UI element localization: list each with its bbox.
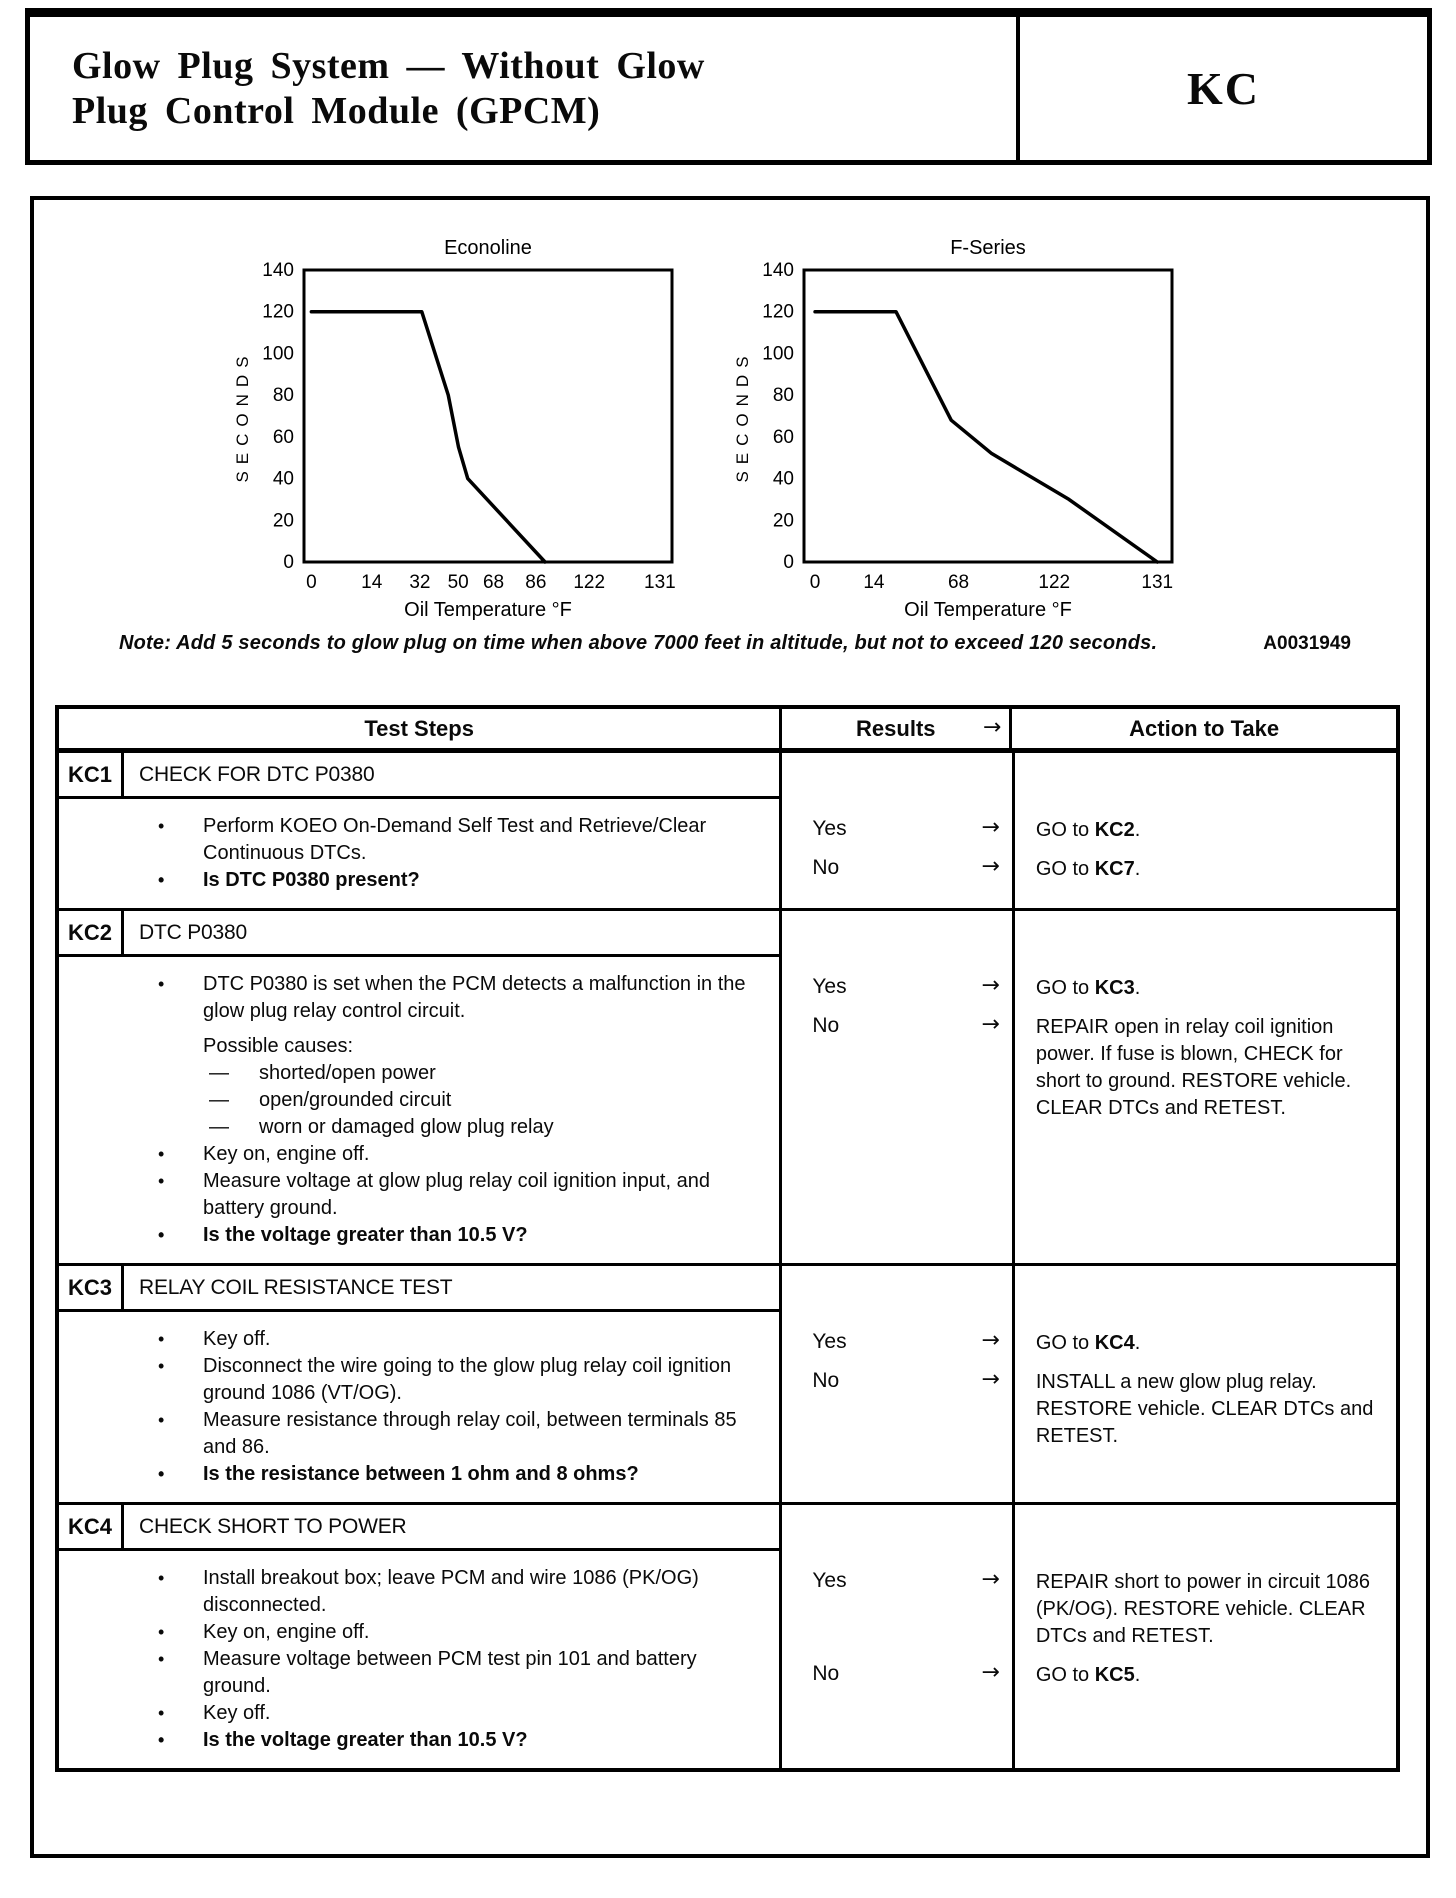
table-header-row bbox=[59, 709, 1396, 753]
x-tick-label: 14 bbox=[863, 572, 885, 593]
step-header-band bbox=[59, 1266, 779, 1312]
action-segment: GO to bbox=[1035, 819, 1095, 841]
arrow-right-icon: → bbox=[982, 714, 1002, 740]
step-instruction bbox=[59, 1353, 751, 1407]
col-header-test-steps: Test Steps bbox=[59, 709, 782, 748]
bullet-icon: • bbox=[158, 1171, 165, 1191]
x-tick-label: 50 bbox=[447, 572, 469, 593]
result-row bbox=[782, 1014, 1396, 1122]
column-divider bbox=[1012, 753, 1015, 908]
x-tick-label: 14 bbox=[361, 572, 383, 593]
column-divider bbox=[1012, 911, 1015, 1263]
bullet-icon: • bbox=[158, 974, 165, 994]
glow-time-curve bbox=[311, 312, 545, 562]
action-segment: GO to bbox=[1035, 1664, 1095, 1686]
y-tick-label: 120 bbox=[262, 301, 294, 323]
step-instruction bbox=[59, 1222, 751, 1249]
test-step-section-kc2 bbox=[59, 908, 1396, 1263]
arrow-right-icon: → bbox=[981, 1567, 1000, 1592]
chart-f-series bbox=[732, 234, 1212, 626]
y-tick-label: 60 bbox=[772, 426, 794, 448]
result-row bbox=[782, 1569, 1396, 1650]
x-tick-label: 68 bbox=[482, 572, 505, 593]
action-text bbox=[1012, 1662, 1396, 1689]
step-text: Measure voltage at glow plug relay coil ignition input, and battery ground. bbox=[203, 1170, 710, 1219]
action-text bbox=[1012, 1369, 1396, 1450]
arrow-right-icon: → bbox=[981, 854, 1000, 879]
result-label: No bbox=[812, 1662, 840, 1685]
bullet-icon: • bbox=[158, 1464, 165, 1484]
step-text: open/grounded circuit bbox=[259, 1089, 452, 1111]
result-label: Yes bbox=[812, 1569, 847, 1592]
chart-econoline bbox=[232, 234, 712, 626]
action-segment: KC3 bbox=[1094, 977, 1135, 999]
step-text: Install breakout box; leave PCM and wire 1086 (PK/OG) disconnected. bbox=[203, 1567, 699, 1616]
y-tick-label: 100 bbox=[762, 343, 794, 365]
results-action-cell bbox=[782, 911, 1396, 1263]
action-text bbox=[1012, 856, 1396, 883]
step-instruction bbox=[59, 1087, 751, 1114]
glow-time-curve bbox=[815, 312, 1157, 562]
charts-row bbox=[34, 200, 1426, 626]
chart-svg bbox=[232, 234, 712, 626]
y-tick-label: 140 bbox=[262, 260, 294, 281]
action-segment: KC7 bbox=[1094, 858, 1135, 880]
action-segment: INSTALL a new glow plug relay. RESTORE vehicle. CLEAR DTCs and RETEST. bbox=[1035, 1371, 1374, 1447]
result-row bbox=[782, 1662, 1396, 1689]
result-cell bbox=[782, 856, 1012, 880]
step-id: KC3 bbox=[59, 1266, 124, 1309]
result-row bbox=[782, 975, 1396, 1002]
step-instruction bbox=[59, 1619, 751, 1646]
test-step-section-kc4 bbox=[59, 1502, 1396, 1768]
step-text: Key on, engine off. bbox=[203, 1143, 370, 1165]
dash-icon: — bbox=[209, 1116, 229, 1138]
pinpoint-table-body bbox=[59, 753, 1396, 1768]
step-title: CHECK SHORT TO POWER bbox=[139, 1514, 407, 1538]
content-frame bbox=[30, 196, 1430, 1858]
dash-icon: — bbox=[209, 1062, 229, 1084]
page-title-line2: Plug Control Module (GPCM) bbox=[72, 89, 601, 132]
result-label: No bbox=[812, 856, 840, 879]
x-tick-label: 131 bbox=[644, 572, 676, 593]
bullet-icon: • bbox=[158, 1568, 165, 1588]
step-text: Disconnect the wire going to the glow plug relay coil ignition ground 1086 (VT/OG). bbox=[203, 1355, 732, 1404]
result-cell bbox=[782, 1569, 1012, 1593]
step-title: CHECK FOR DTC P0380 bbox=[139, 762, 375, 786]
step-header-band bbox=[59, 753, 779, 799]
x-tick-label: 122 bbox=[1038, 572, 1071, 593]
action-segment: KC4 bbox=[1094, 1332, 1135, 1354]
bullet-icon: • bbox=[158, 1730, 165, 1750]
y-tick-label: 140 bbox=[762, 260, 794, 281]
step-text: Is the voltage greater than 10.5 V? bbox=[203, 1224, 528, 1246]
step-text: Is DTC P0380 present? bbox=[203, 869, 420, 891]
bullet-icon: • bbox=[158, 1703, 165, 1723]
figure-code: A0031949 bbox=[1263, 633, 1351, 654]
dash-icon: — bbox=[209, 1089, 229, 1111]
y-tick-label: 0 bbox=[283, 552, 294, 573]
y-tick-label: 120 bbox=[762, 301, 794, 323]
y-tick-label: 80 bbox=[272, 385, 294, 407]
chart-title: Econoline bbox=[444, 237, 532, 259]
step-instructions bbox=[59, 1551, 779, 1768]
step-text: Key off. bbox=[203, 1702, 271, 1724]
arrow-right-icon: → bbox=[981, 815, 1000, 840]
x-axis-label: Oil Temperature °F bbox=[404, 599, 572, 621]
page-title-cell bbox=[30, 17, 1020, 160]
bullet-icon: • bbox=[158, 1144, 165, 1164]
pinpoint-test-table bbox=[55, 705, 1400, 1772]
page-title-line1: Glow Plug System — Without Glow bbox=[72, 44, 705, 87]
results-action-cell bbox=[782, 753, 1396, 908]
step-text: Is the voltage greater than 10.5 V? bbox=[203, 1729, 528, 1751]
bullet-icon: • bbox=[158, 1225, 165, 1245]
bullet-icon: • bbox=[158, 1356, 165, 1376]
results-action-cell bbox=[782, 1266, 1396, 1502]
x-axis-label: Oil Temperature °F bbox=[904, 599, 1072, 621]
step-instruction bbox=[59, 1727, 751, 1754]
y-tick-label: 80 bbox=[772, 385, 794, 407]
action-segment: . bbox=[1134, 1332, 1141, 1354]
arrow-right-icon: → bbox=[981, 1328, 1000, 1353]
action-text bbox=[1012, 1569, 1396, 1650]
result-row bbox=[782, 1369, 1396, 1450]
arrow-right-icon: → bbox=[981, 1367, 1000, 1392]
step-instruction bbox=[59, 1033, 751, 1060]
x-tick-label: 0 bbox=[306, 572, 317, 593]
step-title: RELAY COIL RESISTANCE TEST bbox=[139, 1275, 453, 1299]
altitude-note: Note: Add 5 seconds to glow plug on time when above 7000 feet in altitude, but not to exceed 120 seconds. bbox=[119, 632, 1158, 654]
result-cell bbox=[782, 975, 1012, 999]
action-segment: KC2 bbox=[1094, 819, 1135, 841]
bullet-icon: • bbox=[158, 870, 165, 890]
y-tick-label: 0 bbox=[783, 552, 794, 573]
action-segment: GO to bbox=[1035, 977, 1095, 999]
action-segment: . bbox=[1134, 977, 1141, 999]
section-code: KC bbox=[1187, 63, 1260, 114]
test-steps-cell bbox=[59, 753, 782, 908]
step-instructions bbox=[59, 957, 779, 1263]
result-label: Yes bbox=[812, 975, 847, 998]
x-tick-label: 86 bbox=[525, 572, 547, 593]
step-text: Measure voltage between PCM test pin 101 and battery ground. bbox=[203, 1648, 697, 1697]
y-tick-label: 40 bbox=[272, 468, 294, 490]
bullet-icon: • bbox=[158, 1649, 165, 1669]
note-row bbox=[34, 632, 1426, 655]
step-instruction bbox=[59, 1565, 751, 1619]
chart-svg bbox=[732, 234, 1212, 626]
page-header bbox=[25, 8, 1432, 165]
result-cell bbox=[782, 1369, 1012, 1393]
plot-frame bbox=[804, 270, 1172, 562]
bullet-icon: • bbox=[158, 816, 165, 836]
step-instruction bbox=[59, 1114, 751, 1141]
x-tick-label: 131 bbox=[1141, 572, 1174, 593]
result-row bbox=[782, 817, 1396, 844]
bullet-icon: • bbox=[158, 1329, 165, 1349]
test-steps-cell bbox=[59, 911, 782, 1263]
x-tick-label: 32 bbox=[409, 572, 431, 593]
results-action-cell bbox=[782, 1505, 1396, 1768]
action-segment: KC5 bbox=[1094, 1664, 1135, 1686]
result-label: Yes bbox=[812, 1330, 847, 1353]
arrow-right-icon: → bbox=[981, 973, 1000, 998]
page-title bbox=[72, 44, 705, 134]
action-text bbox=[1012, 975, 1396, 1002]
step-id: KC1 bbox=[59, 753, 124, 796]
action-segment: GO to bbox=[1035, 1332, 1095, 1354]
step-text: Possible causes: bbox=[203, 1035, 354, 1057]
step-text: Is the resistance between 1 ohm and 8 ohms? bbox=[203, 1463, 639, 1485]
arrow-right-icon: → bbox=[981, 1012, 1000, 1037]
x-tick-label: 0 bbox=[809, 572, 821, 593]
result-cell bbox=[782, 817, 1012, 841]
step-instruction bbox=[59, 1141, 751, 1168]
action-text bbox=[1012, 817, 1396, 844]
action-segment: GO to bbox=[1035, 858, 1095, 880]
x-tick-label: 68 bbox=[947, 572, 970, 593]
step-text: worn or damaged glow plug relay bbox=[259, 1116, 554, 1138]
step-instruction bbox=[59, 1700, 751, 1727]
results-header-label: Results bbox=[856, 715, 936, 741]
step-instruction bbox=[59, 1646, 751, 1700]
step-instruction bbox=[59, 813, 751, 867]
step-header-band bbox=[59, 911, 779, 957]
step-text: Perform KOEO On-Demand Self Test and Retrieve/Clear Continuous DTCs. bbox=[203, 815, 707, 864]
action-segment: REPAIR open in relay coil ignition power. If fuse is blown, CHECK for short to ground. RESTORE vehicle. CLEAR DTCs and RETEST. bbox=[1035, 1016, 1352, 1119]
column-divider bbox=[1012, 1266, 1015, 1502]
y-tick-label: 20 bbox=[272, 510, 294, 532]
plot-frame bbox=[304, 270, 672, 562]
x-tick-label: 122 bbox=[573, 572, 606, 593]
step-instructions bbox=[59, 1312, 779, 1502]
step-title: DTC P0380 bbox=[139, 920, 247, 944]
bullet-icon: • bbox=[158, 1622, 165, 1642]
y-tick-label: 40 bbox=[772, 468, 794, 490]
step-text: shorted/open power bbox=[259, 1062, 436, 1084]
step-id: KC4 bbox=[59, 1505, 124, 1548]
step-instructions bbox=[59, 799, 779, 908]
step-instruction bbox=[59, 1407, 751, 1461]
step-instruction bbox=[59, 971, 751, 1025]
action-segment: . bbox=[1134, 858, 1141, 880]
y-tick-label: 60 bbox=[272, 426, 294, 448]
arrow-right-icon: → bbox=[981, 1660, 1000, 1685]
result-label: No bbox=[812, 1014, 840, 1037]
y-tick-label: 20 bbox=[772, 510, 794, 532]
step-text: Measure resistance through relay coil, between terminals 85 and 86. bbox=[203, 1409, 737, 1458]
step-id: KC2 bbox=[59, 911, 124, 954]
step-instruction bbox=[59, 1326, 751, 1353]
action-segment: . bbox=[1134, 1664, 1141, 1686]
step-text: Key on, engine off. bbox=[203, 1621, 370, 1643]
test-step-section-kc1 bbox=[59, 753, 1396, 908]
test-steps-cell bbox=[59, 1505, 782, 1768]
result-label: No bbox=[812, 1369, 840, 1392]
result-cell bbox=[782, 1014, 1012, 1038]
result-cell bbox=[782, 1330, 1012, 1354]
step-instruction bbox=[59, 1168, 751, 1222]
y-tick-label: 100 bbox=[262, 343, 294, 365]
test-step-section-kc3 bbox=[59, 1263, 1396, 1502]
step-instruction bbox=[59, 1060, 751, 1087]
chart-title: F-Series bbox=[950, 237, 1026, 259]
action-segment: . bbox=[1134, 819, 1141, 841]
result-row bbox=[782, 856, 1396, 883]
step-instruction bbox=[59, 867, 751, 894]
column-divider bbox=[1012, 1505, 1015, 1768]
test-steps-cell bbox=[59, 1266, 782, 1502]
result-cell bbox=[782, 1662, 1012, 1686]
y-axis-label: SECONDS bbox=[733, 349, 752, 483]
step-instruction bbox=[59, 1461, 751, 1488]
result-row bbox=[782, 1330, 1396, 1357]
col-header-results bbox=[782, 709, 1012, 748]
result-label: Yes bbox=[812, 817, 847, 840]
step-text: Key off. bbox=[203, 1328, 271, 1350]
action-segment: REPAIR short to power in circuit 1086 (PK/OG). RESTORE vehicle. CLEAR DTCs and RETEST. bbox=[1035, 1571, 1371, 1647]
step-header-band bbox=[59, 1505, 779, 1551]
col-header-action: Action to Take bbox=[1129, 715, 1280, 741]
bullet-icon: • bbox=[158, 1410, 165, 1430]
action-text bbox=[1012, 1330, 1396, 1357]
step-text: DTC P0380 is set when the PCM detects a malfunction in the glow plug relay control circuit. bbox=[203, 973, 746, 1022]
y-axis-label: SECONDS bbox=[233, 349, 252, 483]
action-text bbox=[1012, 1014, 1396, 1122]
